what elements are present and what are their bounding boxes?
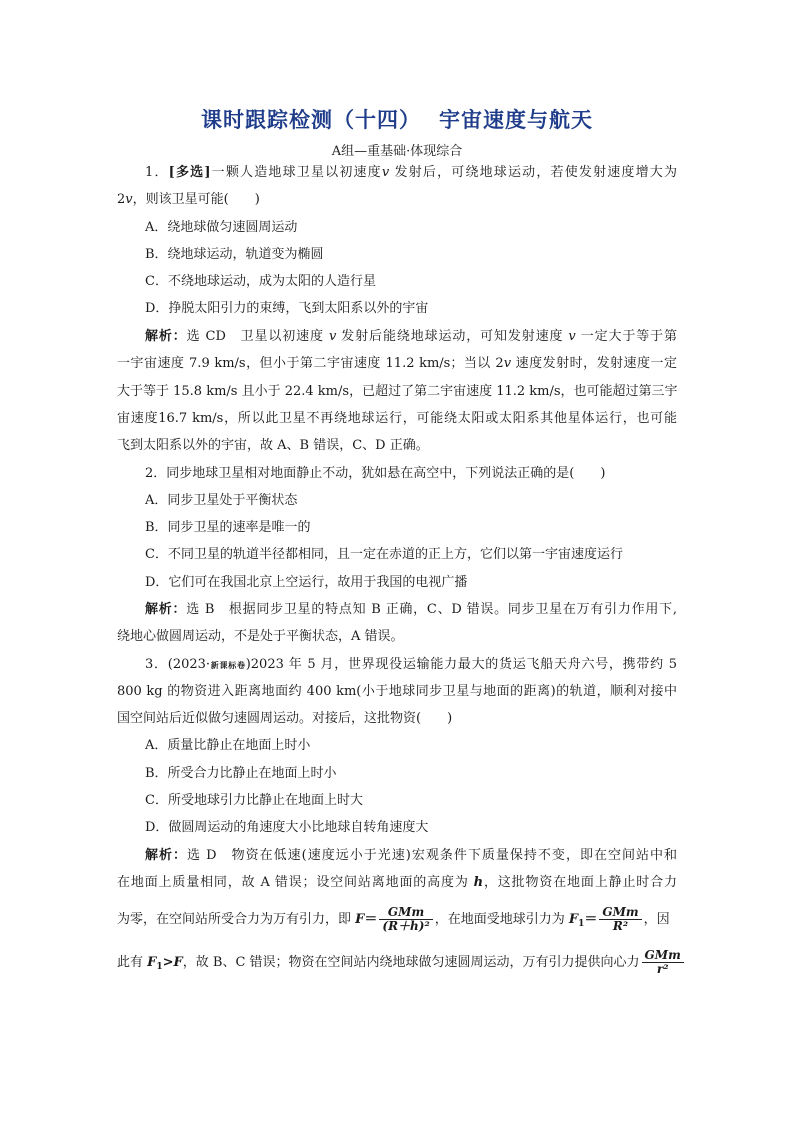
q3-option-a: A．质量比静止在地面上时小: [145, 738, 311, 753]
q1-answer-line1: 解析：选 CD 卫星以初速度 v 发射后能绕地球运动，可知发射速度 v 一定大于等于第: [145, 329, 677, 344]
q1-stem-line2: 2v，则该卫星可能( ): [117, 192, 260, 207]
q1-stem-line1: 1．[多选]一颗人造地球卫星以初速度v 发射后，可绕地球运动，若使发射速度增大为: [145, 165, 677, 180]
q2-stem: 2．同步地球卫星相对地面静止不动，犹如悬在高空中，下列说法正确的是( ): [145, 466, 606, 481]
section-subtitle: A组—重基础·体现综合: [331, 144, 463, 159]
q3-answer-line1: 解析：选 D 物资在低速(速度远小于光速)宏观条件下质量保持不变，即在空间站中和: [145, 848, 677, 863]
q2-option-a: A．同步卫星处于平衡状态: [145, 493, 298, 508]
formula-gravity-orbit: $\frac{\text{GMm}}{\text{(R＋h)²}}$: [379, 906, 432, 933]
q1-option-a: A．绕地球做匀速圆周运动: [145, 220, 298, 235]
title-topic: 宇宙速度与航天: [439, 108, 593, 132]
q2-option-c: C．不同卫星的轨道半径都相同，且一定在赤道的正上方，它们以第一宇宙速度运行: [145, 547, 623, 562]
q1-option-c: C．不绕地球运动，成为太阳的人造行星: [145, 274, 376, 289]
q2-answer-line1: 解析：选 B 根据同步卫星的特点知 B 正确，C、D 错误。同步卫星在万有引力作用下,: [145, 602, 677, 617]
q1-answer-line5: 飞到太阳系以外的宇宙，故 A、B 错误，C、D 正确。: [117, 438, 429, 453]
page-title: [0, 104, 794, 134]
q3-stem-line1: 3．(2023·新课标卷)2023 年 5 月，世界现役运输能力最大的货运飞船天舟六号，携带约 5: [145, 657, 678, 672]
q3-answer-line2: 在地面上质量相同，故 A 错误；设空间站离地面的高度为 h，这批物资在地面上静止时合力: [117, 875, 677, 890]
q2-option-b: B．同步卫星的速率是唯一的: [145, 520, 311, 535]
q2-answer-line2: 绕地心做圆周运动，不是处于平衡状态，A 错误。: [117, 629, 404, 644]
q3-option-c: C．所受地球引力比静止在地面上时大: [145, 793, 363, 808]
q2-option-d: D．它们可在我国北京上空运行，故用于我国的电视广播: [145, 575, 468, 590]
q1-option-b: B．绕地球运动，轨道变为椭圆: [145, 247, 324, 262]
formula-centripetal: $\frac{\text{GMm}}{\text{r²}}$: [642, 949, 684, 976]
q1-answer-line3: 大于等于 15.8 km/s 且小于 22.4 km/s，已超过了第二宇宙速度 11.2 km/s，也可能超过第三宇: [117, 384, 678, 399]
q3-option-b: B．所受合力比静止在地面上时小: [145, 766, 337, 781]
q3-answer-line3: 为零，在空间站所受合力为万有引力，即 F＝ $\frac{\text{GMm}}{\text{(R＋h)²}}$ ，在地面受地球引力为 $F_1=$ $\frac{\text{GMm}}{\text{R²}}$ ，因: [117, 905, 670, 933]
q1-answer-line4: 宙速度16.7 km/s，所以此卫星不再绕地球运行，可能绕太阳或太阳系其他星体运行，也可能: [117, 411, 677, 426]
q1-option-d: D．挣脱太阳引力的束缚，飞到太阳系以外的宇宙: [145, 301, 429, 316]
formula-gravity-ground: $\frac{\text{GMm}}{\text{R²}}$: [599, 906, 641, 933]
q3-answer-line4: 此有 $F_1>F$，故 B、C 错误；物资在空间站内绕地球做匀速圆周运动，万有引力提供向心力 $\frac{\text{GMm}}{\text{r²}}$: [117, 943, 677, 983]
q3-stem-line2: 800 kg 的物资进入距离地面约 400 km(小于地球同步卫星与地面的距离)的轨道，顺利对接中: [117, 684, 677, 699]
q3-option-d: D．做圆周运动的角速度大小比地球自转角速度大: [145, 820, 429, 835]
title-main: 课时跟踪检测（十四）: [201, 108, 421, 132]
q1-answer-line2: 一宇宙速度 7.9 km/s，但小于第二宇宙速度 11.2 km/s；当以 2v 速度发射时，发射速度一定: [117, 356, 677, 371]
q3-stem-line3: 国空间站后近似做匀速圆周运动。对接后，这批物资( ): [117, 711, 453, 726]
